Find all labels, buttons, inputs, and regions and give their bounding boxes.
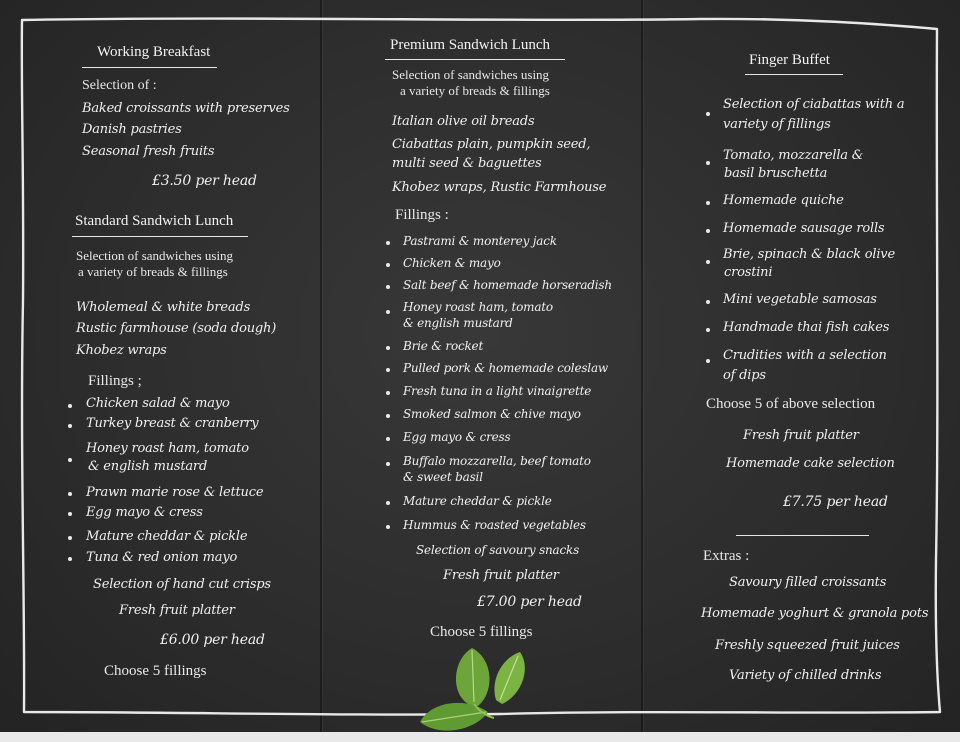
bullet xyxy=(386,437,390,441)
buffet-item: Crudities with a selection xyxy=(723,348,887,363)
scan-edge-strip xyxy=(0,732,960,742)
fruit-platter-item: Fresh fruit platter xyxy=(743,428,859,443)
standard-sandwich-title: Standard Sandwich Lunch xyxy=(75,213,234,229)
filling-item: Mature cheddar & pickle xyxy=(86,529,248,544)
choose-fillings: Choose 5 fillings xyxy=(430,624,533,640)
bullet xyxy=(386,391,390,395)
bullet xyxy=(386,310,390,314)
buffet-item: Tomato, mozzarella & xyxy=(723,148,864,163)
bullet xyxy=(386,501,390,505)
filling-item: Smoked salmon & chive mayo xyxy=(403,407,581,421)
title-underline xyxy=(72,236,248,237)
choose-fillings: Choose 5 fillings xyxy=(104,663,207,679)
bullet xyxy=(386,525,390,529)
breakfast-item: Baked croissants with preserves xyxy=(82,101,290,116)
choose-selection: Choose 5 of above selection xyxy=(706,396,876,412)
breakfast-item: Seasonal fresh fruits xyxy=(82,144,215,159)
buffet-price: £7.75 per head xyxy=(783,494,888,510)
standard-desc: Selection of sandwiches using xyxy=(76,248,234,263)
filling-item: Fresh tuna in a light vinaigrette xyxy=(403,384,592,398)
bullet xyxy=(706,359,710,363)
filling-item: Honey roast ham, tomato xyxy=(86,441,249,456)
extras-item: Homemade yoghurt & granola pots xyxy=(701,606,929,621)
bullet xyxy=(68,424,72,428)
title-underline xyxy=(385,59,565,60)
bullet xyxy=(706,260,710,264)
bullet xyxy=(706,161,710,165)
title-underline xyxy=(745,74,843,75)
bullet xyxy=(386,462,390,466)
buffet-item: Homemade quiche xyxy=(723,193,844,208)
filling-item: Turkey breast & cranberry xyxy=(86,416,259,431)
bullet xyxy=(386,241,390,245)
premium-price: £7.00 per head xyxy=(477,594,582,610)
filling-item: Brie & rocket xyxy=(403,339,484,353)
bullet xyxy=(68,557,72,561)
bullet xyxy=(68,492,72,496)
bullet xyxy=(706,300,710,304)
buffet-item: basil bruschetta xyxy=(724,166,828,181)
working-breakfast-title: Working Breakfast xyxy=(97,44,211,60)
fillings-label: Fillings ; xyxy=(88,373,142,389)
savoury-snacks-item: Selection of savoury snacks xyxy=(416,543,580,557)
bread-item: Khobez wraps xyxy=(76,343,167,358)
bullet xyxy=(706,328,710,332)
bread-item: Wholemeal & white breads xyxy=(76,300,251,315)
bread-item: multi seed & baguettes xyxy=(392,156,542,171)
spinach-leaves-icon xyxy=(410,640,540,740)
cake-selection-item: Homemade cake selection xyxy=(726,456,895,471)
bread-item: Khobez wraps, Rustic Farmhouse xyxy=(392,180,607,195)
filling-item: Tuna & red onion mayo xyxy=(86,550,238,565)
bullet xyxy=(706,229,710,233)
standard-desc: a variety of breads & fillings xyxy=(78,264,228,279)
filling-item: Salt beef & homemade horseradish xyxy=(403,278,612,292)
premium-desc: a variety of breads & fillings xyxy=(400,83,550,98)
filling-item: Chicken & mayo xyxy=(403,256,501,270)
bullet xyxy=(68,512,72,516)
bullet xyxy=(386,263,390,267)
buffet-item: Homemade sausage rolls xyxy=(723,221,885,236)
filling-item: Prawn marie rose & lettuce xyxy=(86,485,264,500)
crisps-item: Selection of hand cut crisps xyxy=(93,577,271,592)
extras-item: Freshly squeezed fruit juices xyxy=(715,638,900,653)
standard-price: £6.00 per head xyxy=(160,632,265,648)
fruit-platter-item: Fresh fruit platter xyxy=(119,603,235,618)
filling-item: Pulled pork & homemade coleslaw xyxy=(403,361,608,375)
fruit-platter-item: Fresh fruit platter xyxy=(443,568,559,583)
bullet xyxy=(68,458,72,462)
bullet xyxy=(386,285,390,289)
title-underline xyxy=(82,67,217,68)
bullet xyxy=(386,414,390,418)
filling-item: Buffalo mozzarella, beef tomato xyxy=(403,454,591,468)
buffet-item: Selection of ciabattas with a xyxy=(723,97,905,112)
bullet xyxy=(68,404,72,408)
bullet xyxy=(68,536,72,540)
buffet-item: Handmade thai fish cakes xyxy=(723,320,890,335)
breakfast-item: Danish pastries xyxy=(82,122,182,137)
buffet-item: Mini vegetable samosas xyxy=(723,292,877,307)
selection-label: Selection of : xyxy=(82,78,157,93)
buffet-item: of dips xyxy=(723,368,766,383)
filling-item: Mature cheddar & pickle xyxy=(403,494,552,508)
buffet-item: variety of fillings xyxy=(723,117,831,132)
filling-item: & sweet basil xyxy=(403,470,483,484)
buffet-item: Brie, spinach & black olive xyxy=(723,247,895,262)
fillings-label: Fillings : xyxy=(395,207,449,223)
premium-sandwich-title: Premium Sandwich Lunch xyxy=(390,37,550,53)
buffet-item: crostini xyxy=(724,265,773,280)
bread-item: Rustic farmhouse (soda dough) xyxy=(76,321,277,336)
filling-item: Chicken salad & mayo xyxy=(86,396,230,411)
finger-buffet-title: Finger Buffet xyxy=(749,52,830,68)
filling-item: Egg mayo & cress xyxy=(86,505,203,520)
extras-item: Savoury filled croissants xyxy=(729,575,887,590)
filling-item: Egg mayo & cress xyxy=(403,430,511,444)
extras-item: Variety of chilled drinks xyxy=(729,668,882,683)
section-divider xyxy=(736,535,869,536)
bullet xyxy=(386,346,390,350)
breakfast-price: £3.50 per head xyxy=(152,173,257,189)
bullet xyxy=(706,112,710,116)
bread-item: Italian olive oil breads xyxy=(392,114,535,129)
premium-desc: Selection of sandwiches using xyxy=(392,67,550,82)
filling-item: Hummus & roasted vegetables xyxy=(403,518,586,532)
filling-item: Pastrami & monterey jack xyxy=(403,234,557,248)
bullet xyxy=(386,368,390,372)
filling-item: & english mustard xyxy=(88,459,208,474)
bread-item: Ciabattas plain, pumpkin seed, xyxy=(392,137,591,152)
extras-label: Extras : xyxy=(703,548,750,564)
bullet xyxy=(706,201,710,205)
filling-item: & english mustard xyxy=(403,316,513,330)
filling-item: Honey roast ham, tomato xyxy=(403,300,553,314)
